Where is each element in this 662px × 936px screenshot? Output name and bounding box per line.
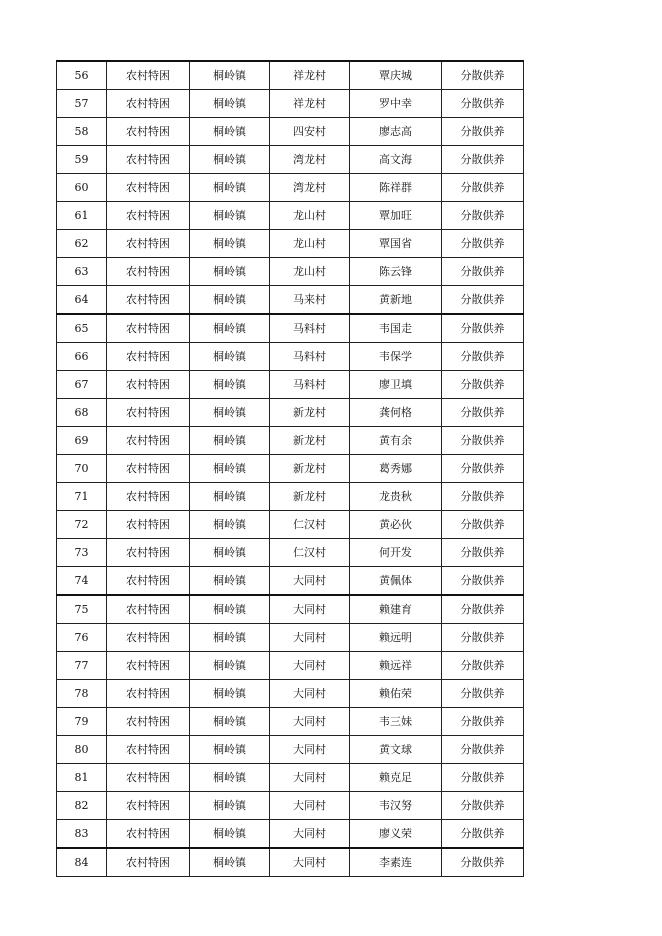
table-row bbox=[57, 792, 524, 820]
name-cell: 韦国走 bbox=[350, 314, 442, 343]
village-cell: 大同村 bbox=[270, 820, 350, 849]
support-mode-cell: 分散供养 bbox=[442, 455, 524, 483]
village-cell: 仁汉村 bbox=[270, 511, 350, 539]
support-mode-cell: 分散供养 bbox=[442, 118, 524, 146]
category-cell: 农村特困 bbox=[107, 343, 190, 371]
category-cell: 农村特困 bbox=[107, 652, 190, 680]
category-cell: 农村特困 bbox=[107, 736, 190, 764]
category-cell: 农村特困 bbox=[107, 539, 190, 567]
category-cell: 农村特困 bbox=[107, 286, 190, 315]
table-row bbox=[57, 736, 524, 764]
table-row bbox=[57, 511, 524, 539]
village-cell: 大同村 bbox=[270, 652, 350, 680]
town-cell: 桐岭镇 bbox=[190, 567, 270, 596]
town-cell: 桐岭镇 bbox=[190, 258, 270, 286]
name-cell: 高文海 bbox=[350, 146, 442, 174]
name-cell: 龙贵秋 bbox=[350, 483, 442, 511]
name-cell: 葛秀娜 bbox=[350, 455, 442, 483]
name-cell: 黄必伙 bbox=[350, 511, 442, 539]
name-cell: 龚何格 bbox=[350, 399, 442, 427]
name-cell: 陈云锋 bbox=[350, 258, 442, 286]
row-number-cell: 84 bbox=[57, 848, 107, 877]
town-cell: 桐岭镇 bbox=[190, 483, 270, 511]
village-cell: 新龙村 bbox=[270, 455, 350, 483]
village-cell: 大同村 bbox=[270, 792, 350, 820]
table-row bbox=[57, 455, 524, 483]
town-cell: 桐岭镇 bbox=[190, 202, 270, 230]
name-cell: 廖义荣 bbox=[350, 820, 442, 849]
village-cell: 马来村 bbox=[270, 286, 350, 315]
category-cell: 农村特困 bbox=[107, 427, 190, 455]
row-number-cell: 63 bbox=[57, 258, 107, 286]
category-cell: 农村特困 bbox=[107, 511, 190, 539]
name-cell: 何开发 bbox=[350, 539, 442, 567]
table-row bbox=[57, 399, 524, 427]
table-row bbox=[57, 567, 524, 596]
category-cell: 农村特困 bbox=[107, 483, 190, 511]
town-cell: 桐岭镇 bbox=[190, 343, 270, 371]
table-row bbox=[57, 118, 524, 146]
row-number-cell: 57 bbox=[57, 90, 107, 118]
support-mode-cell: 分散供养 bbox=[442, 652, 524, 680]
table-row bbox=[57, 61, 524, 90]
town-cell: 桐岭镇 bbox=[190, 371, 270, 399]
support-mode-cell: 分散供养 bbox=[442, 90, 524, 118]
category-cell: 农村特困 bbox=[107, 314, 190, 343]
village-cell: 大同村 bbox=[270, 624, 350, 652]
town-cell: 桐岭镇 bbox=[190, 90, 270, 118]
village-cell: 祥龙村 bbox=[270, 90, 350, 118]
table-row bbox=[57, 286, 524, 315]
category-cell: 农村特困 bbox=[107, 174, 190, 202]
table-row bbox=[57, 764, 524, 792]
town-cell: 桐岭镇 bbox=[190, 539, 270, 567]
town-cell: 桐岭镇 bbox=[190, 511, 270, 539]
village-cell: 新龙村 bbox=[270, 483, 350, 511]
table-row bbox=[57, 230, 524, 258]
category-cell: 农村特困 bbox=[107, 792, 190, 820]
town-cell: 桐岭镇 bbox=[190, 764, 270, 792]
row-number-cell: 62 bbox=[57, 230, 107, 258]
support-mode-cell: 分散供养 bbox=[442, 258, 524, 286]
village-cell: 四安村 bbox=[270, 118, 350, 146]
table-row bbox=[57, 848, 524, 877]
row-number-cell: 60 bbox=[57, 174, 107, 202]
row-number-cell: 64 bbox=[57, 286, 107, 315]
name-cell: 赖克足 bbox=[350, 764, 442, 792]
support-mode-cell: 分散供养 bbox=[442, 202, 524, 230]
village-cell: 龙山村 bbox=[270, 258, 350, 286]
name-cell: 覃庆城 bbox=[350, 61, 442, 90]
row-number-cell: 76 bbox=[57, 624, 107, 652]
village-cell: 大同村 bbox=[270, 736, 350, 764]
support-mode-cell: 分散供养 bbox=[442, 230, 524, 258]
table-row bbox=[57, 202, 524, 230]
category-cell: 农村特困 bbox=[107, 230, 190, 258]
row-number-cell: 72 bbox=[57, 511, 107, 539]
village-cell: 大同村 bbox=[270, 764, 350, 792]
town-cell: 桐岭镇 bbox=[190, 61, 270, 90]
support-mode-cell: 分散供养 bbox=[442, 708, 524, 736]
town-cell: 桐岭镇 bbox=[190, 146, 270, 174]
row-number-cell: 82 bbox=[57, 792, 107, 820]
town-cell: 桐岭镇 bbox=[190, 848, 270, 877]
support-mode-cell: 分散供养 bbox=[442, 427, 524, 455]
category-cell: 农村特困 bbox=[107, 708, 190, 736]
support-mode-cell: 分散供养 bbox=[442, 567, 524, 596]
name-cell: 黄佩体 bbox=[350, 567, 442, 596]
row-number-cell: 68 bbox=[57, 399, 107, 427]
row-number-cell: 75 bbox=[57, 595, 107, 624]
table-row bbox=[57, 483, 524, 511]
town-cell: 桐岭镇 bbox=[190, 427, 270, 455]
table-row bbox=[57, 314, 524, 343]
name-cell: 赖远祥 bbox=[350, 652, 442, 680]
support-mode-cell: 分散供养 bbox=[442, 511, 524, 539]
town-cell: 桐岭镇 bbox=[190, 595, 270, 624]
town-cell: 桐岭镇 bbox=[190, 455, 270, 483]
category-cell: 农村特困 bbox=[107, 820, 190, 849]
support-mode-cell: 分散供养 bbox=[442, 371, 524, 399]
name-cell: 廖志高 bbox=[350, 118, 442, 146]
village-cell: 马料村 bbox=[270, 314, 350, 343]
village-cell: 龙山村 bbox=[270, 202, 350, 230]
support-mode-cell: 分散供养 bbox=[442, 680, 524, 708]
category-cell: 农村特困 bbox=[107, 455, 190, 483]
name-cell: 韦汉努 bbox=[350, 792, 442, 820]
row-number-cell: 59 bbox=[57, 146, 107, 174]
row-number-cell: 73 bbox=[57, 539, 107, 567]
village-cell: 马料村 bbox=[270, 343, 350, 371]
name-cell: 黄新地 bbox=[350, 286, 442, 315]
town-cell: 桐岭镇 bbox=[190, 314, 270, 343]
village-cell: 新龙村 bbox=[270, 399, 350, 427]
row-number-cell: 77 bbox=[57, 652, 107, 680]
town-cell: 桐岭镇 bbox=[190, 174, 270, 202]
row-number-cell: 58 bbox=[57, 118, 107, 146]
name-cell: 陈祥群 bbox=[350, 174, 442, 202]
name-cell: 李素连 bbox=[350, 848, 442, 877]
support-mode-cell: 分散供养 bbox=[442, 314, 524, 343]
category-cell: 农村特困 bbox=[107, 202, 190, 230]
row-number-cell: 79 bbox=[57, 708, 107, 736]
category-cell: 农村特困 bbox=[107, 764, 190, 792]
village-cell: 仁汉村 bbox=[270, 539, 350, 567]
category-cell: 农村特困 bbox=[107, 371, 190, 399]
support-mode-cell: 分散供养 bbox=[442, 174, 524, 202]
table-row bbox=[57, 539, 524, 567]
town-cell: 桐岭镇 bbox=[190, 736, 270, 764]
row-number-cell: 74 bbox=[57, 567, 107, 596]
category-cell: 农村特困 bbox=[107, 61, 190, 90]
table-body bbox=[57, 61, 524, 877]
row-number-cell: 67 bbox=[57, 371, 107, 399]
row-number-cell: 80 bbox=[57, 736, 107, 764]
village-cell: 马料村 bbox=[270, 371, 350, 399]
row-number-cell: 71 bbox=[57, 483, 107, 511]
town-cell: 桐岭镇 bbox=[190, 680, 270, 708]
category-cell: 农村特困 bbox=[107, 146, 190, 174]
table-row bbox=[57, 595, 524, 624]
table-row bbox=[57, 146, 524, 174]
support-mode-cell: 分散供养 bbox=[442, 820, 524, 849]
town-cell: 桐岭镇 bbox=[190, 652, 270, 680]
row-number-cell: 69 bbox=[57, 427, 107, 455]
village-cell: 湾龙村 bbox=[270, 146, 350, 174]
support-mode-cell: 分散供养 bbox=[442, 399, 524, 427]
row-number-cell: 83 bbox=[57, 820, 107, 849]
village-cell: 新龙村 bbox=[270, 427, 350, 455]
row-number-cell: 70 bbox=[57, 455, 107, 483]
town-cell: 桐岭镇 bbox=[190, 399, 270, 427]
town-cell: 桐岭镇 bbox=[190, 708, 270, 736]
name-cell: 廖卫填 bbox=[350, 371, 442, 399]
village-cell: 大同村 bbox=[270, 680, 350, 708]
table-row bbox=[57, 258, 524, 286]
table-row bbox=[57, 820, 524, 849]
support-mode-cell: 分散供养 bbox=[442, 624, 524, 652]
table-row bbox=[57, 708, 524, 736]
row-number-cell: 61 bbox=[57, 202, 107, 230]
table-row bbox=[57, 680, 524, 708]
row-number-cell: 78 bbox=[57, 680, 107, 708]
name-cell: 罗中幸 bbox=[350, 90, 442, 118]
village-cell: 大同村 bbox=[270, 595, 350, 624]
village-cell: 祥龙村 bbox=[270, 61, 350, 90]
category-cell: 农村特困 bbox=[107, 258, 190, 286]
town-cell: 桐岭镇 bbox=[190, 624, 270, 652]
village-cell: 龙山村 bbox=[270, 230, 350, 258]
relief-recipients-table bbox=[56, 60, 524, 877]
category-cell: 农村特困 bbox=[107, 595, 190, 624]
name-cell: 黄文球 bbox=[350, 736, 442, 764]
name-cell: 覃国省 bbox=[350, 230, 442, 258]
support-mode-cell: 分散供养 bbox=[442, 286, 524, 315]
category-cell: 农村特困 bbox=[107, 624, 190, 652]
village-cell: 湾龙村 bbox=[270, 174, 350, 202]
town-cell: 桐岭镇 bbox=[190, 118, 270, 146]
town-cell: 桐岭镇 bbox=[190, 820, 270, 849]
name-cell: 覃加旺 bbox=[350, 202, 442, 230]
support-mode-cell: 分散供养 bbox=[442, 792, 524, 820]
town-cell: 桐岭镇 bbox=[190, 230, 270, 258]
table-row bbox=[57, 90, 524, 118]
category-cell: 农村特困 bbox=[107, 118, 190, 146]
row-number-cell: 81 bbox=[57, 764, 107, 792]
support-mode-cell: 分散供养 bbox=[442, 595, 524, 624]
category-cell: 农村特困 bbox=[107, 680, 190, 708]
table-row bbox=[57, 427, 524, 455]
name-cell: 韦保学 bbox=[350, 343, 442, 371]
support-mode-cell: 分散供养 bbox=[442, 343, 524, 371]
name-cell: 赖远明 bbox=[350, 624, 442, 652]
support-mode-cell: 分散供养 bbox=[442, 764, 524, 792]
row-number-cell: 65 bbox=[57, 314, 107, 343]
table-row bbox=[57, 624, 524, 652]
table-row bbox=[57, 343, 524, 371]
village-cell: 大同村 bbox=[270, 708, 350, 736]
name-cell: 韦三妹 bbox=[350, 708, 442, 736]
village-cell: 大同村 bbox=[270, 848, 350, 877]
village-cell: 大同村 bbox=[270, 567, 350, 596]
table-row bbox=[57, 174, 524, 202]
name-cell: 黄有余 bbox=[350, 427, 442, 455]
category-cell: 农村特困 bbox=[107, 848, 190, 877]
support-mode-cell: 分散供养 bbox=[442, 146, 524, 174]
support-mode-cell: 分散供养 bbox=[442, 539, 524, 567]
name-cell: 赖佑荣 bbox=[350, 680, 442, 708]
category-cell: 农村特困 bbox=[107, 567, 190, 596]
town-cell: 桐岭镇 bbox=[190, 286, 270, 315]
support-mode-cell: 分散供养 bbox=[442, 848, 524, 877]
row-number-cell: 66 bbox=[57, 343, 107, 371]
table-row bbox=[57, 652, 524, 680]
town-cell: 桐岭镇 bbox=[190, 792, 270, 820]
support-mode-cell: 分散供养 bbox=[442, 483, 524, 511]
row-number-cell: 56 bbox=[57, 61, 107, 90]
support-mode-cell: 分散供养 bbox=[442, 61, 524, 90]
category-cell: 农村特困 bbox=[107, 399, 190, 427]
name-cell: 赖建育 bbox=[350, 595, 442, 624]
support-mode-cell: 分散供养 bbox=[442, 736, 524, 764]
category-cell: 农村特困 bbox=[107, 90, 190, 118]
table-row bbox=[57, 371, 524, 399]
